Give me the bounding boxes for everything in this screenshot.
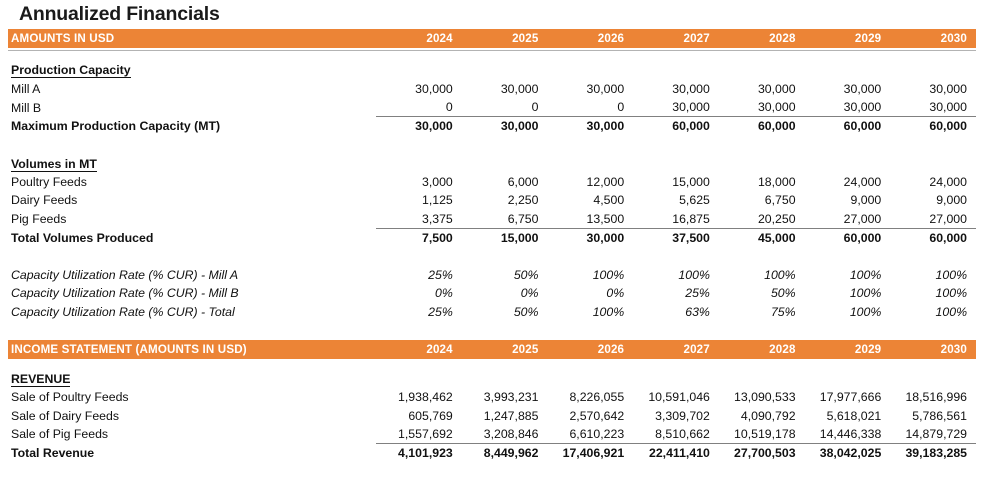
table-row bbox=[8, 191, 976, 209]
empty-cell bbox=[719, 61, 805, 79]
row-value: 30,000 bbox=[586, 81, 625, 96]
column-header-year: 2025 bbox=[462, 340, 548, 359]
row-value: 30,000 bbox=[843, 81, 882, 96]
row-value: 1,938,462 bbox=[398, 390, 453, 405]
row-value: 60,000 bbox=[633, 117, 719, 136]
column-header-year: 2028 bbox=[719, 29, 805, 48]
page-title: Annualized Financials bbox=[19, 3, 220, 25]
row-value: 3,375 bbox=[421, 211, 453, 226]
row-value: 1,247,885 bbox=[483, 408, 539, 423]
empty-cell bbox=[462, 155, 548, 173]
row-value: 14,446,338 bbox=[819, 426, 882, 441]
row-label: Total Revenue bbox=[11, 446, 95, 461]
empty-cell bbox=[376, 370, 462, 388]
row-label: Total Volumes Produced bbox=[11, 230, 154, 245]
section-heading-text: Volumes in MT bbox=[11, 156, 97, 171]
column-header-year: 2026 bbox=[547, 340, 633, 359]
row-label: Mill B bbox=[11, 100, 42, 115]
column-header-year: 2024 bbox=[376, 340, 462, 359]
section-heading-label bbox=[8, 155, 376, 173]
column-header-year: 2024 bbox=[376, 29, 462, 48]
row-value: 16,875 bbox=[672, 211, 710, 226]
column-header-year: 2027 bbox=[633, 340, 719, 359]
empty-cell bbox=[890, 61, 976, 79]
row-label: Capacity Utilization Rate (% CUR) - Mill A bbox=[11, 268, 239, 283]
table-row bbox=[8, 303, 976, 321]
row-value: 75% bbox=[770, 304, 796, 319]
table-body bbox=[8, 29, 976, 462]
row-value: 30,000 bbox=[672, 100, 710, 115]
row-value: 30,000 bbox=[547, 228, 633, 247]
row-value: 50% bbox=[770, 286, 796, 301]
row-value: 30,000 bbox=[500, 81, 539, 96]
row-value: 50% bbox=[513, 304, 539, 319]
row-value: 25% bbox=[428, 268, 453, 283]
row-label: Poultry Feeds bbox=[11, 174, 87, 189]
section-heading-text: Production Capacity bbox=[11, 63, 131, 78]
spacer-cell bbox=[8, 247, 976, 266]
row-value: 1,557,692 bbox=[398, 426, 453, 441]
column-header-year: 2027 bbox=[633, 29, 719, 48]
row-value: 0% bbox=[606, 286, 625, 301]
row-label: Capacity Utilization Rate (% CUR) - Mill B bbox=[11, 286, 239, 301]
financials-table bbox=[8, 29, 976, 462]
row-value: 0 bbox=[531, 100, 539, 115]
row-value: 13,090,533 bbox=[734, 390, 796, 405]
row-value: 18,516,996 bbox=[905, 390, 967, 405]
section-heading-label bbox=[8, 370, 376, 388]
row-value: 100% bbox=[764, 268, 796, 283]
row-value: 0% bbox=[434, 286, 453, 301]
table-row bbox=[8, 98, 976, 117]
row-value: 30,000 bbox=[462, 117, 548, 136]
empty-cell bbox=[633, 155, 719, 173]
row-spacer bbox=[8, 50, 976, 61]
row-value: 24,000 bbox=[929, 174, 967, 189]
table-row bbox=[8, 388, 976, 406]
row-value: 6,750 bbox=[764, 193, 796, 208]
row-value: 60,000 bbox=[890, 117, 976, 136]
row-spacer bbox=[8, 247, 976, 266]
row-value: 8,510,662 bbox=[655, 426, 710, 441]
row-value: 5,786,561 bbox=[912, 408, 967, 423]
empty-cell bbox=[633, 61, 719, 79]
row-value: 2,250 bbox=[507, 193, 539, 208]
row-label: Mill A bbox=[11, 81, 41, 96]
row-value: 100% bbox=[849, 304, 882, 319]
row-spacer bbox=[8, 136, 976, 155]
row-value: 0 bbox=[617, 100, 625, 115]
section-heading-revenue bbox=[8, 370, 976, 388]
spacer-cell bbox=[8, 321, 976, 340]
row-value: 27,700,503 bbox=[719, 444, 805, 463]
empty-cell bbox=[805, 155, 891, 173]
row-value: 15,000 bbox=[672, 174, 710, 189]
row-value: 30,000 bbox=[757, 81, 796, 96]
row-value: 10,591,046 bbox=[648, 390, 710, 405]
section-heading-volumes bbox=[8, 155, 976, 173]
row-value: 18,000 bbox=[757, 174, 796, 189]
empty-cell bbox=[805, 370, 891, 388]
empty-cell bbox=[462, 370, 548, 388]
empty-cell bbox=[719, 370, 805, 388]
row-value: 2,570,642 bbox=[569, 408, 625, 423]
row-value: 7,500 bbox=[376, 228, 462, 247]
row-value: 27,000 bbox=[929, 211, 967, 226]
section-heading-label bbox=[8, 61, 376, 79]
column-header-year: 2030 bbox=[890, 340, 976, 359]
row-value: 60,000 bbox=[719, 117, 805, 136]
row-value: 5,625 bbox=[679, 193, 710, 208]
row-value: 4,090,792 bbox=[740, 408, 796, 423]
row-value: 25% bbox=[428, 304, 453, 319]
row-value: 24,000 bbox=[843, 174, 882, 189]
total-row-total-volumes-produced bbox=[8, 228, 976, 247]
row-label: Capacity Utilization Rate (% CUR) - Total bbox=[11, 304, 235, 319]
row-value: 22,411,410 bbox=[633, 444, 719, 463]
column-header-year: 2025 bbox=[462, 29, 548, 48]
row-spacer bbox=[8, 321, 976, 340]
row-value: 30,000 bbox=[929, 81, 967, 96]
table-row bbox=[8, 266, 976, 284]
row-value: 8,449,962 bbox=[462, 444, 548, 463]
spacer-cell bbox=[8, 359, 976, 370]
row-value: 17,406,921 bbox=[547, 444, 633, 463]
row-value: 3,993,231 bbox=[483, 390, 539, 405]
empty-cell bbox=[547, 155, 633, 173]
row-label: Maximum Production Capacity (MT) bbox=[11, 119, 221, 134]
section-heading-text: REVENUE bbox=[11, 371, 71, 386]
row-value: 0 bbox=[445, 100, 453, 115]
row-value: 25% bbox=[685, 286, 710, 301]
row-value: 30,000 bbox=[672, 81, 710, 96]
row-value: 1,125 bbox=[421, 193, 453, 208]
row-value: 3,000 bbox=[421, 174, 453, 189]
empty-cell bbox=[719, 155, 805, 173]
row-value: 6,750 bbox=[507, 211, 539, 226]
row-value: 30,000 bbox=[929, 100, 967, 115]
row-value: 100% bbox=[849, 268, 882, 283]
table-row bbox=[8, 407, 976, 425]
row-value: 100% bbox=[592, 268, 625, 283]
empty-cell bbox=[376, 61, 462, 79]
row-value: 45,000 bbox=[719, 228, 805, 247]
row-value: 100% bbox=[849, 286, 882, 301]
row-value: 100% bbox=[592, 304, 625, 319]
empty-cell bbox=[805, 61, 891, 79]
column-header-year: 2029 bbox=[805, 340, 891, 359]
row-value: 13,500 bbox=[586, 211, 625, 226]
row-value: 20,250 bbox=[757, 211, 796, 226]
empty-cell bbox=[633, 370, 719, 388]
header-band-income-statement bbox=[8, 340, 976, 359]
row-value: 30,000 bbox=[843, 100, 882, 115]
section-heading-production-capacity bbox=[8, 61, 976, 79]
row-value: 14,879,729 bbox=[905, 426, 967, 441]
empty-cell bbox=[376, 155, 462, 173]
column-header-year: 2028 bbox=[719, 340, 805, 359]
empty-cell bbox=[547, 61, 633, 79]
row-value: 30,000 bbox=[415, 81, 453, 96]
empty-cell bbox=[462, 61, 548, 79]
row-value: 38,042,025 bbox=[805, 444, 891, 463]
row-value: 60,000 bbox=[890, 228, 976, 247]
row-spacer bbox=[8, 359, 976, 370]
table-row bbox=[8, 173, 976, 191]
row-value: 60,000 bbox=[805, 117, 891, 136]
empty-cell bbox=[547, 370, 633, 388]
row-value: 63% bbox=[685, 304, 710, 319]
table-row bbox=[8, 425, 976, 444]
table-row bbox=[8, 284, 976, 302]
spacer-cell bbox=[8, 50, 976, 61]
row-label: Sale of Dairy Feeds bbox=[11, 408, 119, 423]
row-value: 27,000 bbox=[843, 211, 882, 226]
header-band-operations bbox=[8, 29, 976, 48]
row-value: 100% bbox=[935, 268, 967, 283]
row-value: 12,000 bbox=[586, 174, 625, 189]
row-value: 100% bbox=[935, 304, 967, 319]
column-header-year: 2030 bbox=[890, 29, 976, 48]
row-value: 39,183,285 bbox=[890, 444, 976, 463]
row-value: 30,000 bbox=[547, 117, 633, 136]
row-value: 30,000 bbox=[376, 117, 462, 136]
row-label: Dairy Feeds bbox=[11, 193, 78, 208]
row-value: 3,309,702 bbox=[655, 408, 710, 423]
row-value: 10,519,178 bbox=[734, 426, 796, 441]
row-label: Sale of Pig Feeds bbox=[11, 427, 109, 442]
band-label-operations: AMOUNTS IN USD bbox=[8, 29, 376, 48]
row-value: 605,769 bbox=[408, 408, 453, 423]
row-value: 6,000 bbox=[507, 174, 539, 189]
row-value: 4,101,923 bbox=[376, 444, 462, 463]
band-label-income-statement: INCOME STATEMENT (AMOUNTS IN USD) bbox=[8, 340, 376, 359]
row-value: 5,618,021 bbox=[826, 408, 882, 423]
row-value: 37,500 bbox=[633, 228, 719, 247]
column-header-year: 2029 bbox=[805, 29, 891, 48]
row-value: 30,000 bbox=[757, 100, 796, 115]
row-value: 9,000 bbox=[936, 193, 967, 208]
table-row bbox=[8, 80, 976, 98]
row-value: 8,226,055 bbox=[569, 390, 625, 405]
row-value: 50% bbox=[513, 268, 539, 283]
row-value: 100% bbox=[935, 286, 967, 301]
column-header-year: 2026 bbox=[547, 29, 633, 48]
total-row-total-revenue bbox=[8, 444, 976, 463]
row-value: 100% bbox=[678, 268, 710, 283]
row-value: 17,977,666 bbox=[819, 390, 882, 405]
row-value: 6,610,223 bbox=[569, 426, 625, 441]
row-value: 60,000 bbox=[805, 228, 891, 247]
empty-cell bbox=[890, 155, 976, 173]
row-value: 3,208,846 bbox=[483, 426, 539, 441]
empty-cell bbox=[890, 370, 976, 388]
total-row-maximum-production-capacity bbox=[8, 117, 976, 136]
row-value: 9,000 bbox=[850, 193, 882, 208]
row-value: 0% bbox=[520, 286, 539, 301]
table-row bbox=[8, 210, 976, 229]
row-value: 15,000 bbox=[462, 228, 548, 247]
spacer-cell bbox=[8, 136, 976, 155]
row-value: 4,500 bbox=[593, 193, 625, 208]
row-label: Pig Feeds bbox=[11, 212, 67, 226]
row-label: Sale of Poultry Feeds bbox=[11, 390, 129, 405]
